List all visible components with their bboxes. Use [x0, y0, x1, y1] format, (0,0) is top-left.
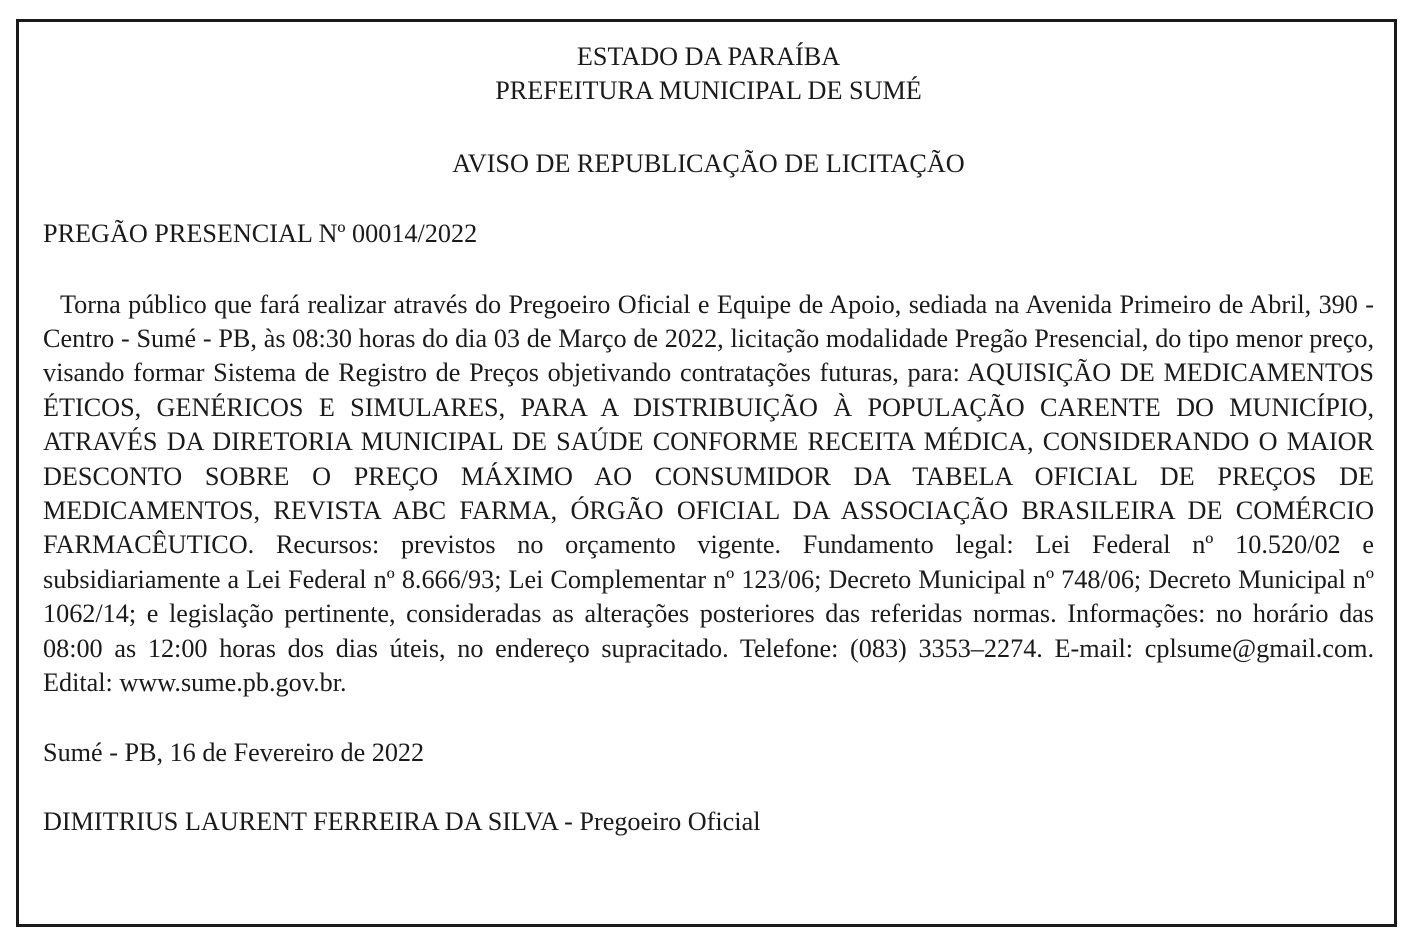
notice-document [43, 40, 1374, 839]
notice-title: AVISO DE REPUBLICAÇÃO DE LICITAÇÃO [452, 148, 965, 178]
state-heading: ESTADO DA PARAÍBA [576, 42, 841, 71]
pregao-number: PREGÃO PRESENCIAL Nº 00014/2022 [43, 219, 478, 249]
notice-body: Torna público que fará realizar através do Pregoeiro Oficial e Equipe de Apoio, sediada na Avenida Primeiro de Abril, 390 - Centro - Sumé - PB, às 08:30 horas do dia 03 de Março de 2022, licitação modalidade Pregão Presencial, do tipo menor preço, visando formar Sistema de Registro de Preços objetivando contratações futuras, para: AQUISIÇÃO DE MEDICAMENTOS ÉTICOS, GENÉRICOS E SIMULARES, PARA A DISTRIBUIÇÃO À POPULAÇÃO CARENTE DO MUNICÍPIO, ATRAVÉS DA DIRETORIA MUNICIPAL DE SAÚDE CONFORME RECEITA MÉDICA, CONSIDERANDO O MAIOR DESCONTO SOBRE O PREÇO MÁXIMO AO CONSUMIDOR DA TABELA OFICIAL DE PREÇOS DE MEDICAMENTOS, REVISTA ABC FARMA, ÓRGÃO OFICIAL DA ASSOCIAÇÃO BRASILEIRA DE COMÉRCIO FARMACÊUTICO. Recursos: previstos no orçamento vigente. Fundamento legal: Lei Federal nº 10.520/02 e subsidiariamente a Lei Federal nº 8.666/93; Lei Complementar nº 123/06; Decreto Municipal nº 748/06; Decreto Municipal nº 1062/14; e legislação pertinente, consideradas as alterações posteriores das referidas normas. Informações: no horário das 08:00 as 12:00 horas dos dias úteis, no endereço supracitado. Telefone: (083) 3353–2274. E-mail: cplsume@gmail.com. Edital: www.sume.pb.gov.br. [43, 289, 1374, 698]
date-line: Sumé - PB, 16 de Fevereiro de 2022 [43, 737, 425, 767]
signature-line: DIMITRIUS LAURENT FERREIRA DA SILVA - Pregoeiro Oficial [43, 806, 761, 836]
municipality-heading: PREFEITURA MUNICIPAL DE SUMÉ [495, 76, 922, 106]
